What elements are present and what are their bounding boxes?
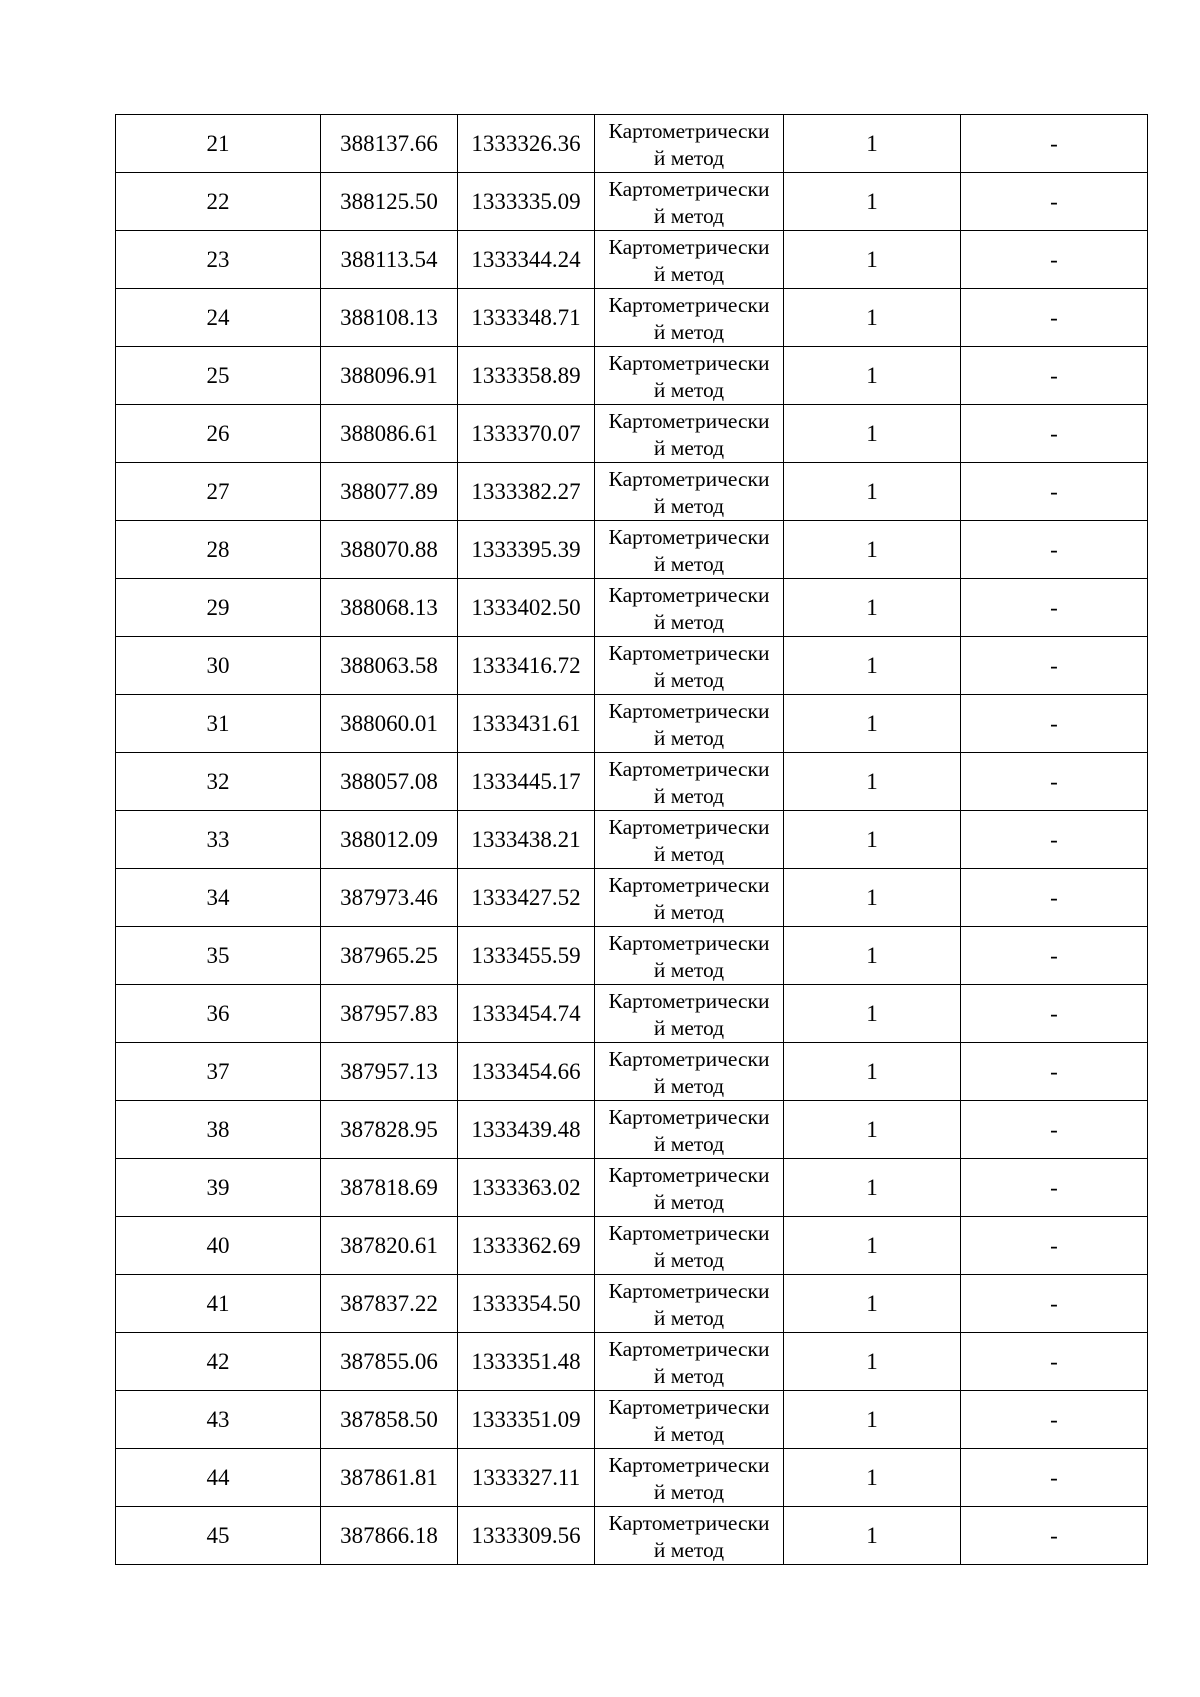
table-row [116,1275,1148,1333]
point-number-cell: 37 [116,1043,321,1101]
note-cell: - [961,579,1148,637]
note-cell: - [961,1101,1148,1159]
method-cell [595,1333,784,1391]
x-coordinate-cell: 388012.09 [321,811,458,869]
note-cell: - [961,521,1148,579]
table-row [116,173,1148,231]
point-number-cell: 23 [116,231,321,289]
note-cell: - [961,173,1148,231]
note-cell: - [961,1217,1148,1275]
coordinates-table [115,114,1148,1565]
method-cell [595,695,784,753]
x-coordinate-cell: 388108.13 [321,289,458,347]
method-line-1: Картометрически [608,350,770,375]
note-cell: - [961,115,1148,173]
y-coordinate-cell: 1333354.50 [458,1275,595,1333]
table-row [116,231,1148,289]
method-cell [595,1449,784,1507]
note-cell: - [961,347,1148,405]
accuracy-cell: 1 [784,115,961,173]
method-line-2: й метод [653,957,725,982]
table-row [116,1449,1148,1507]
note-cell: - [961,1043,1148,1101]
x-coordinate-cell: 388125.50 [321,173,458,231]
x-coordinate-cell: 387828.95 [321,1101,458,1159]
point-number-cell: 29 [116,579,321,637]
note-cell: - [961,811,1148,869]
method-cell [595,869,784,927]
method-line-1: Картометрически [608,1510,770,1535]
y-coordinate-cell: 1333327.11 [458,1449,595,1507]
method-cell [595,637,784,695]
method-cell [595,173,784,231]
x-coordinate-cell: 387861.81 [321,1449,458,1507]
method-line-1: Картометрически [608,118,770,143]
x-coordinate-cell: 387965.25 [321,927,458,985]
table-row [116,289,1148,347]
accuracy-cell: 1 [784,347,961,405]
accuracy-cell: 1 [784,173,961,231]
method-line-2: й метод [653,1537,725,1562]
y-coordinate-cell: 1333427.52 [458,869,595,927]
method-line-2: й метод [653,319,725,344]
point-number-cell: 44 [116,1449,321,1507]
y-coordinate-cell: 1333438.21 [458,811,595,869]
accuracy-cell: 1 [784,927,961,985]
accuracy-cell: 1 [784,1333,961,1391]
table-row [116,811,1148,869]
point-number-cell: 35 [116,927,321,985]
x-coordinate-cell: 388063.58 [321,637,458,695]
point-number-cell: 30 [116,637,321,695]
method-cell [595,231,784,289]
y-coordinate-cell: 1333439.48 [458,1101,595,1159]
method-line-1: Картометрически [608,292,770,317]
point-number-cell: 25 [116,347,321,405]
note-cell: - [961,1275,1148,1333]
method-cell [595,1391,784,1449]
method-line-2: й метод [653,1247,725,1272]
method-line-2: й метод [653,493,725,518]
table-row [116,347,1148,405]
method-line-2: й метод [653,783,725,808]
method-cell [595,1217,784,1275]
method-line-1: Картометрически [608,408,770,433]
accuracy-cell: 1 [784,1217,961,1275]
x-coordinate-cell: 388096.91 [321,347,458,405]
y-coordinate-cell: 1333445.17 [458,753,595,811]
method-cell [595,347,784,405]
table-row [116,463,1148,521]
note-cell: - [961,463,1148,521]
x-coordinate-cell: 387818.69 [321,1159,458,1217]
x-coordinate-cell: 388137.66 [321,115,458,173]
note-cell: - [961,1391,1148,1449]
accuracy-cell: 1 [784,695,961,753]
y-coordinate-cell: 1333348.71 [458,289,595,347]
x-coordinate-cell: 387837.22 [321,1275,458,1333]
y-coordinate-cell: 1333370.07 [458,405,595,463]
method-line-1: Картометрически [608,176,770,201]
table-row [116,1043,1148,1101]
point-number-cell: 26 [116,405,321,463]
method-cell [595,289,784,347]
table-row [116,753,1148,811]
method-line-1: Картометрически [608,1104,770,1129]
method-line-2: й метод [653,377,725,402]
point-number-cell: 43 [116,1391,321,1449]
x-coordinate-cell: 387973.46 [321,869,458,927]
x-coordinate-cell: 387957.13 [321,1043,458,1101]
accuracy-cell: 1 [784,753,961,811]
accuracy-cell: 1 [784,521,961,579]
table-row [116,1391,1148,1449]
y-coordinate-cell: 1333344.24 [458,231,595,289]
method-line-1: Картометрически [608,524,770,549]
method-line-1: Картометрически [608,814,770,839]
note-cell: - [961,289,1148,347]
table-row [116,521,1148,579]
point-number-cell: 42 [116,1333,321,1391]
x-coordinate-cell: 388068.13 [321,579,458,637]
table-row [116,695,1148,753]
accuracy-cell: 1 [784,637,961,695]
note-cell: - [961,985,1148,1043]
method-cell [595,1101,784,1159]
note-cell: - [961,1449,1148,1507]
note-cell: - [961,753,1148,811]
x-coordinate-cell: 387866.18 [321,1507,458,1565]
method-line-1: Картометрически [608,1394,770,1419]
method-line-2: й метод [653,841,725,866]
method-line-1: Картометрически [608,1452,770,1477]
y-coordinate-cell: 1333382.27 [458,463,595,521]
x-coordinate-cell: 388086.61 [321,405,458,463]
method-line-2: й метод [653,145,725,170]
accuracy-cell: 1 [784,811,961,869]
x-coordinate-cell: 388057.08 [321,753,458,811]
note-cell: - [961,1333,1148,1391]
x-coordinate-cell: 387855.06 [321,1333,458,1391]
point-number-cell: 28 [116,521,321,579]
point-number-cell: 45 [116,1507,321,1565]
method-line-1: Картометрически [608,872,770,897]
x-coordinate-cell: 387858.50 [321,1391,458,1449]
table-row [116,1159,1148,1217]
method-cell [595,1275,784,1333]
point-number-cell: 36 [116,985,321,1043]
method-cell [595,985,784,1043]
note-cell: - [961,637,1148,695]
method-cell [595,463,784,521]
y-coordinate-cell: 1333335.09 [458,173,595,231]
note-cell: - [961,231,1148,289]
accuracy-cell: 1 [784,1507,961,1565]
accuracy-cell: 1 [784,405,961,463]
method-line-1: Картометрически [608,1278,770,1303]
accuracy-cell: 1 [784,1101,961,1159]
accuracy-cell: 1 [784,1159,961,1217]
accuracy-cell: 1 [784,985,961,1043]
method-line-2: й метод [653,1479,725,1504]
method-line-1: Картометрически [608,640,770,665]
y-coordinate-cell: 1333358.89 [458,347,595,405]
method-line-1: Картометрически [608,1336,770,1361]
method-line-2: й метод [653,609,725,634]
table-row [116,579,1148,637]
y-coordinate-cell: 1333431.61 [458,695,595,753]
method-line-2: й метод [653,261,725,286]
method-cell [595,927,784,985]
point-number-cell: 21 [116,115,321,173]
method-line-2: й метод [653,551,725,576]
method-line-2: й метод [653,1073,725,1098]
accuracy-cell: 1 [784,1043,961,1101]
x-coordinate-cell: 387957.83 [321,985,458,1043]
point-number-cell: 41 [116,1275,321,1333]
method-cell [595,115,784,173]
method-line-1: Картометрически [608,582,770,607]
method-cell [595,579,784,637]
method-cell [595,1159,784,1217]
method-line-2: й метод [653,899,725,924]
y-coordinate-cell: 1333395.39 [458,521,595,579]
point-number-cell: 27 [116,463,321,521]
method-cell [595,811,784,869]
method-line-1: Картометрически [608,1046,770,1071]
note-cell: - [961,1159,1148,1217]
x-coordinate-cell: 388060.01 [321,695,458,753]
method-line-2: й метод [653,667,725,692]
method-line-2: й метод [653,1189,725,1214]
x-coordinate-cell: 388070.88 [321,521,458,579]
method-line-2: й метод [653,203,725,228]
note-cell: - [961,869,1148,927]
y-coordinate-cell: 1333362.69 [458,1217,595,1275]
accuracy-cell: 1 [784,869,961,927]
y-coordinate-cell: 1333309.56 [458,1507,595,1565]
table-row [116,1507,1148,1565]
note-cell: - [961,927,1148,985]
method-line-2: й метод [653,1131,725,1156]
y-coordinate-cell: 1333455.59 [458,927,595,985]
method-line-2: й метод [653,435,725,460]
table-row [116,927,1148,985]
method-line-1: Картометрически [608,234,770,259]
point-number-cell: 33 [116,811,321,869]
table-row [116,985,1148,1043]
accuracy-cell: 1 [784,463,961,521]
y-coordinate-cell: 1333454.74 [458,985,595,1043]
accuracy-cell: 1 [784,579,961,637]
table-row [116,1217,1148,1275]
method-line-1: Картометрически [608,1220,770,1245]
table-row [116,869,1148,927]
point-number-cell: 39 [116,1159,321,1217]
point-number-cell: 22 [116,173,321,231]
accuracy-cell: 1 [784,1449,961,1507]
accuracy-cell: 1 [784,1391,961,1449]
method-cell [595,521,784,579]
note-cell: - [961,405,1148,463]
method-line-2: й метод [653,1421,725,1446]
accuracy-cell: 1 [784,1275,961,1333]
method-line-2: й метод [653,1363,725,1388]
x-coordinate-cell: 388113.54 [321,231,458,289]
y-coordinate-cell: 1333351.48 [458,1333,595,1391]
point-number-cell: 32 [116,753,321,811]
point-number-cell: 31 [116,695,321,753]
method-line-1: Картометрически [608,1162,770,1187]
accuracy-cell: 1 [784,231,961,289]
y-coordinate-cell: 1333363.02 [458,1159,595,1217]
table-row [116,637,1148,695]
point-number-cell: 24 [116,289,321,347]
accuracy-cell: 1 [784,289,961,347]
method-line-1: Картометрически [608,988,770,1013]
y-coordinate-cell: 1333351.09 [458,1391,595,1449]
table-row [116,1333,1148,1391]
y-coordinate-cell: 1333402.50 [458,579,595,637]
y-coordinate-cell: 1333326.36 [458,115,595,173]
point-number-cell: 40 [116,1217,321,1275]
note-cell: - [961,695,1148,753]
x-coordinate-cell: 388077.89 [321,463,458,521]
point-number-cell: 38 [116,1101,321,1159]
method-line-1: Картометрически [608,756,770,781]
method-line-2: й метод [653,1305,725,1330]
y-coordinate-cell: 1333454.66 [458,1043,595,1101]
method-line-2: й метод [653,1015,725,1040]
table-row [116,115,1148,173]
point-number-cell: 34 [116,869,321,927]
table-body [116,115,1148,1565]
y-coordinate-cell: 1333416.72 [458,637,595,695]
method-line-2: й метод [653,725,725,750]
note-cell: - [961,1507,1148,1565]
method-line-1: Картометрически [608,466,770,491]
method-cell [595,1507,784,1565]
method-line-1: Картометрически [608,698,770,723]
table-row [116,1101,1148,1159]
x-coordinate-cell: 387820.61 [321,1217,458,1275]
method-cell [595,405,784,463]
method-line-1: Картометрически [608,930,770,955]
method-cell [595,753,784,811]
table-row [116,405,1148,463]
method-cell [595,1043,784,1101]
